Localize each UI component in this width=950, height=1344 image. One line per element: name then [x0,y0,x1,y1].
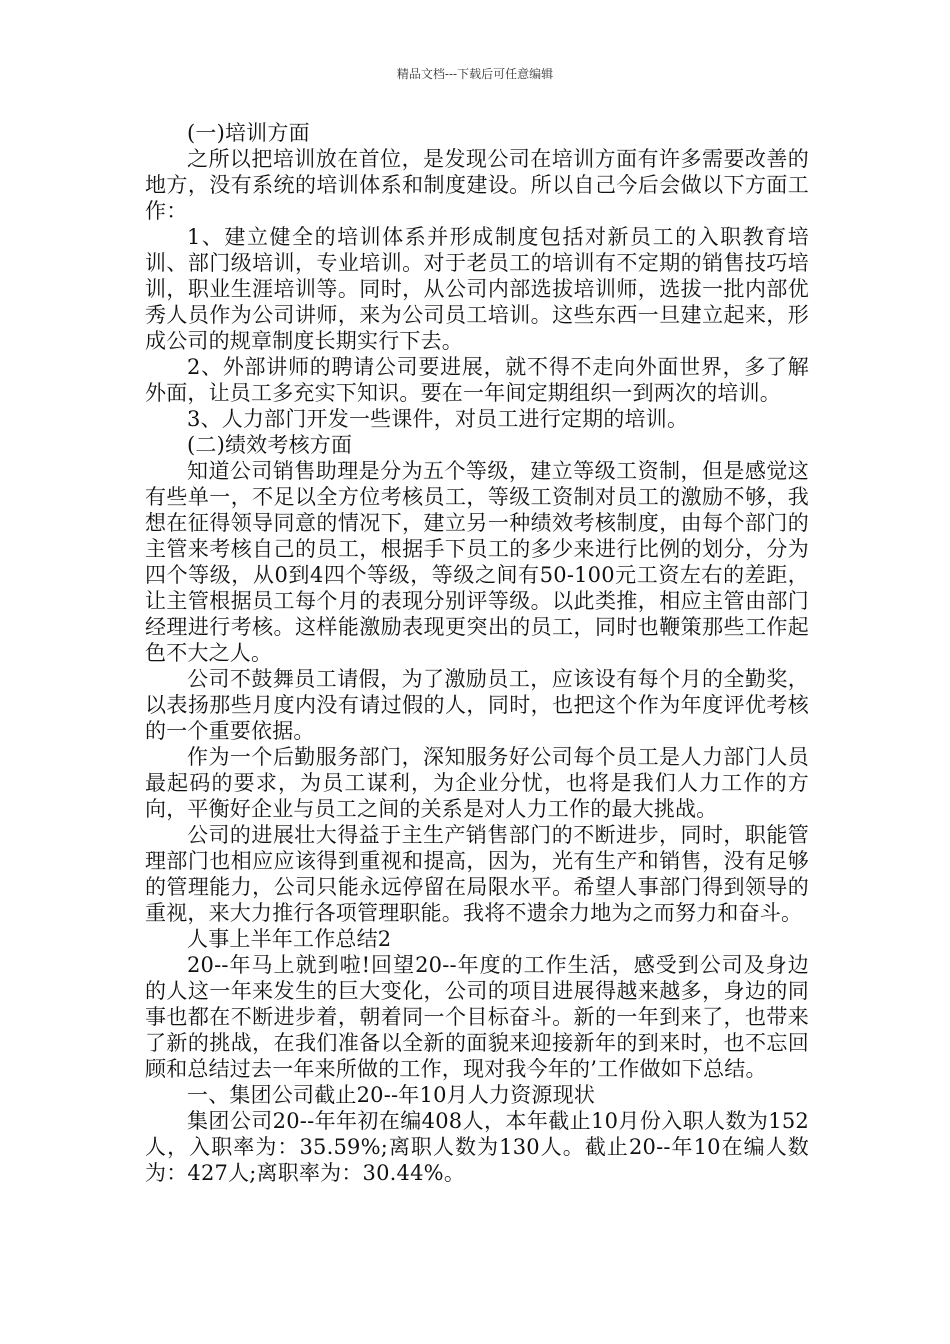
paragraph: 公司的进展壮大得益于主生产销售部门的不断进步，同时，职能管理部门也相应应该得到重视和提高，因为，光有生产和销售，没有足够的管理能力，公司只能永远停留在局限水平。希望人事部门得到领导的重视，来大力推行各项管理职能。我将不遗余力地为之而努力和奋斗。 [145,823,809,925]
paragraph: 1、建立健全的培训体系并形成制度包括对新员工的入职教育培训、部门级培训，专业培训。对于老员工的培训有不定期的销售技巧培训，职业生涯培训等。同时，从公司内部选拔培训师，选拔一批内部优秀人员作为公司讲师，来为公司员工培训。这些东西一旦建立起来，形成公司的规章制度长期实行下去。 [145,225,809,353]
section-heading-hr-status: 一、集团公司截止20--年10月人力资源现状 [187,1083,596,1107]
section-heading-performance: (二)绩效考核方面 [187,433,353,457]
section-heading-summary-2: 人事上半年工作总结2 [187,927,392,951]
document-body [145,120,809,1186]
section-heading-training: (一)培训方面 [187,121,310,145]
paragraph: 2、外部讲师的聘请公司要进展，就不得不走向外面世界，多了解外面，让员工多充实下知识。要在一年间定期组织一到两次的培训。 [145,355,809,405]
paragraph: 知道公司销售助理是分为五个等级，建立等级工资制，但是感觉这有些单一，不足以全方位考核员工，等级工资制对员工的激励不够，我想在征得领导同意的情况下，建立另一种绩效考核制度，由每个部门的主管来考核自己的员工，根据手下员工的多少来进行比例的划分，分为四个等级，从0到4四个等级，等级之间有50-100元工资左右的差距，让主管根据员工每个月的表现分别评等级。以此类推，相应主管由部门经理进行考核。这样能激励表现更突出的员工，同时也鞭策那些工作起色不大之人。 [145,459,809,665]
paragraph: 公司不鼓舞员工请假，为了激励员工，应该设有每个月的全勤奖，以表扬那些月度内没有请过假的人，同时，也把这个作为年度评优考核的一个重要依据。 [145,667,809,743]
paragraph: 集团公司20--年年初在编408人，本年截止10月份入职人数为152人，入职率为：35.59%;离职人数为130人。截止20--年10在编人数为：427人;离职率为：30.44%。 [145,1109,809,1185]
paragraph: 之所以把培训放在首位，是发现公司在培训方面有许多需要改善的地方，没有系统的培训体系和制度建设。所以自己今后会做以下方面工作： [145,147,809,223]
paragraph: 作为一个后勤服务部门，深知服务好公司每个员工是人力部门人员最起码的要求，为员工谋利，为企业分忧，也将是我们人力工作的方向，平衡好企业与员工之间的关系是对人力工作的最大挑战。 [145,745,809,821]
page-header: 精品文档---下载后可任意编辑 [396,67,554,81]
paragraph: 3、人力部门开发一些课件，对员工进行定期的培训。 [187,407,689,431]
paragraph: 20--年马上就到啦!回望20--年度的工作生活，感受到公司及身边的人这一年来发生的巨大变化，公司的项目进展得越来越多，身边的同事也都在不断进步着，朝着同一个目标奋斗。新的一年到来了，也带来了新的挑战，在我们准备以全新的面貌来迎接新年的到来时，也不忘回顾和总结过去一年来所做的工作，现对我今年的’工作做如下总结。 [145,953,809,1081]
